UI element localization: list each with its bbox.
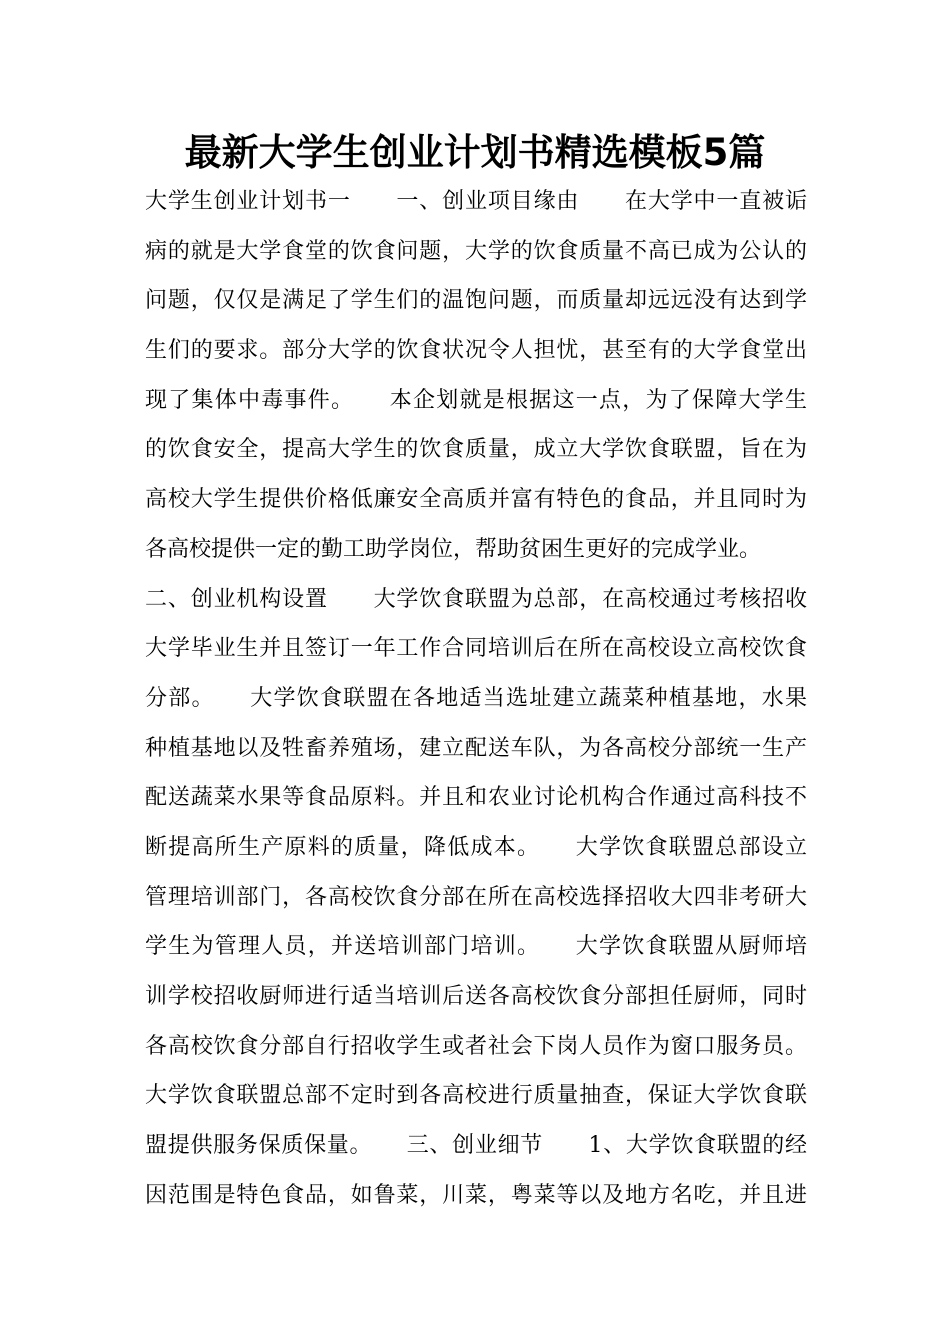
- body-line: 因范围是特色食品，如鲁菜，川菜，粤菜等以及地方名吃，并且进: [145, 1182, 807, 1208]
- body-line: 病的就是大学食堂的饮食问题，大学的饮食质量不高已成为公认的: [145, 238, 807, 264]
- body-line: 各高校提供一定的勤工助学岗位，帮助贫困生更好的完成学业。: [145, 536, 762, 562]
- body-line: 训学校招收厨师进行适当培训后送各高校饮食分部担任厨师，同时: [145, 984, 807, 1009]
- body-line: 分部。 大学饮食联盟在各地适当选址建立蔬菜种植基地，水果: [145, 685, 807, 711]
- body-line: 种植基地以及牲畜养殖场，建立配送车队，为各高校分部统一生产: [145, 735, 807, 761]
- body-line: 大学毕业生并且签订一年工作合同培训后在所在高校设立高校饮食: [145, 636, 807, 662]
- body-line: 大学饮食联盟总部不定时到各高校进行质量抽查，保证大学饮食联: [145, 1083, 807, 1109]
- body-line: 现了集体中毒事件。 本企划就是根据这一点，为了保障大学生: [145, 387, 807, 413]
- document-title: 最新大学生创业计划书精选模板5篇: [184, 131, 766, 174]
- body-line: 问题，仅仅是满足了学生们的温饱问题，而质量却远远没有达到学: [145, 288, 807, 314]
- body-line: 二、创业机构设置 大学饮食联盟为总部，在高校通过考核招收: [145, 586, 807, 612]
- body-line: 断提高所生产原料的质量，降低成本。 大学饮食联盟总部设立: [145, 834, 807, 860]
- body-line: 高校大学生提供价格低廉安全高质并富有特色的食品，并且同时为: [145, 487, 807, 513]
- body-line: 管理培训部门，各高校饮食分部在所在高校选择招收大四非考研大: [145, 884, 807, 910]
- body-line: 学生为管理人员，并送培训部门培训。 大学饮食联盟从厨师培: [145, 934, 807, 960]
- body-line: 各高校饮食分部自行招收学生或者社会下岗人员作为窗口服务员。: [145, 1033, 807, 1059]
- body-line: 大学生创业计划书一 一、创业项目缘由 在大学中一直被诟: [145, 189, 807, 214]
- body-line: 盟提供服务保质保量。 三、创业细节 1、大学饮食联盟的经: [145, 1133, 807, 1159]
- body-line: 配送蔬菜水果等食品原料。并且和农业讨论机构合作通过高科技不: [145, 785, 807, 811]
- body-line: 生们的要求。部分大学的饮食状况令人担忧，甚至有的大学食堂出: [145, 338, 807, 364]
- body-line: 的饮食安全，提高大学生的饮食质量，成立大学饮食联盟，旨在为: [145, 437, 807, 463]
- document-body: [145, 177, 807, 1220]
